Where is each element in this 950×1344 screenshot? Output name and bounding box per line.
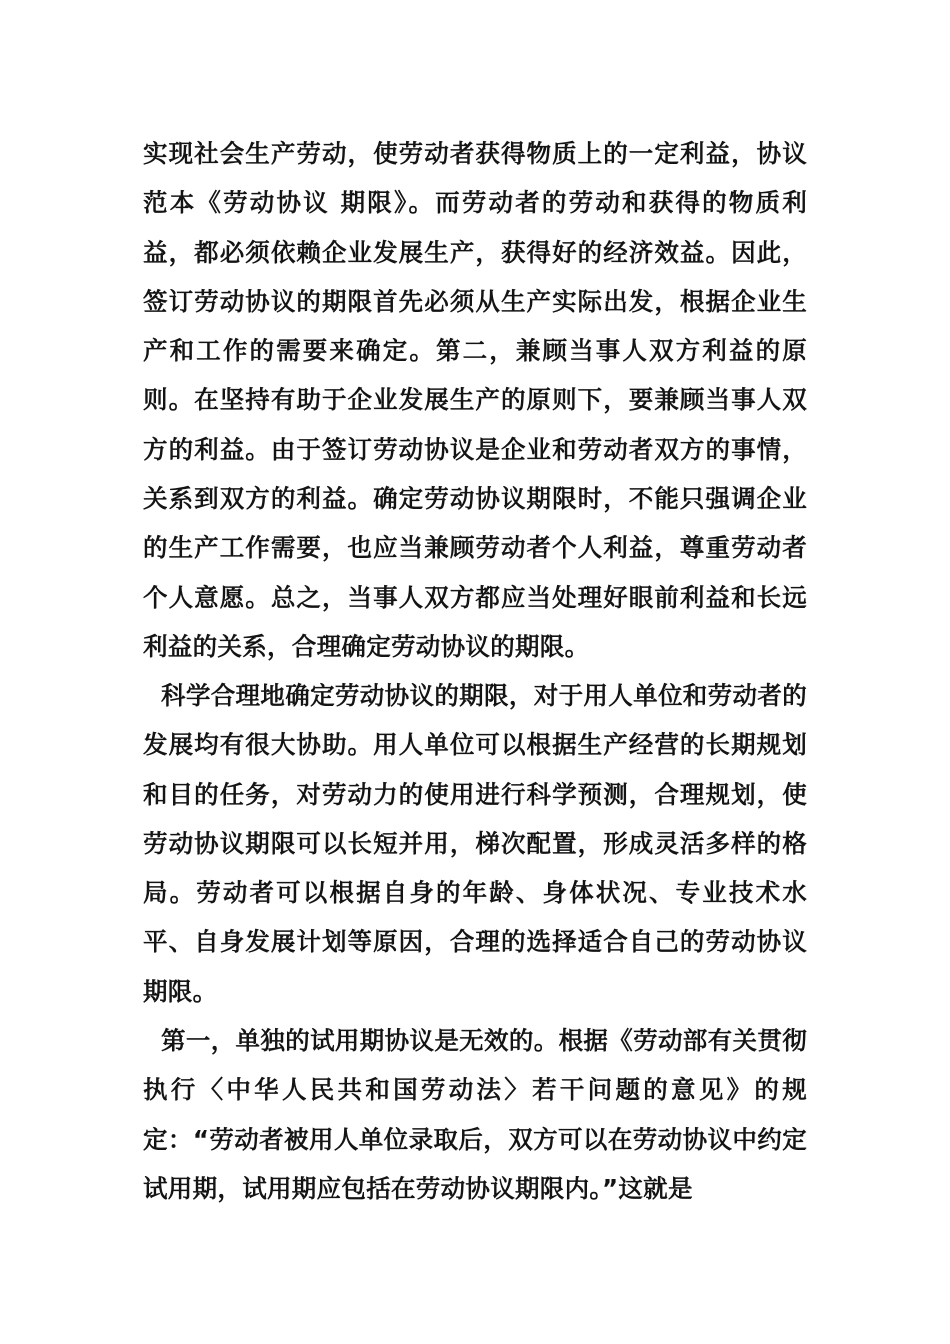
- paragraph-2: 科学合理地确定劳动协议的期限，对于用人单位和劳动者的发展均有很大协助。用人单位可以根据生产经营的长期规划和目的任务，对劳动力的使用进行科学预测，合理规划，使劳动协议期限可以长短并用，梯次配置，形成灵活多样的格局。劳动者可以根据自身的年龄、身体状况、专业技术水平、自身发展计划等原因，合理的选择适合自己的劳动协议期限。: [143, 681, 807, 1006]
- paragraph-3: 第一，单独的试用期协议是无效的。根据《劳动部有关贯彻执行〈中华人民共和国劳动法〉若干问题的意见》的规定：“劳动者被用人单位录取后，双方可以在劳动协议中约定试用期，试用期应包括在劳动协议期限内。”这就是: [143, 1026, 807, 1203]
- paragraph-1: 实现社会生产劳动，使劳动者获得物质上的一定利益，协议范本《劳动协议 期限》。而劳动者的劳动和获得的物质利益，都必须依赖企业发展生产，获得好的经济效益。因此，签订劳动协议的期限首先必须从生产实际出发，根据企业生产和工作的需要来确定。第二，兼顾当事人双方利益的原则。在坚持有助于企业发展生产的原则下，要兼顾当事人双方的利益。由于签订劳动协议是企业和劳动者双方的事情，关系到双方的利益。确定劳动协议期限时，不能只强调企业的生产工作需要，也应当兼顾劳动者个人利益，尊重劳动者个人意愿。总之，当事人双方都应当处理好眼前利益和长远利益的关系，合理确定劳动协议的期限。: [143, 139, 807, 661]
